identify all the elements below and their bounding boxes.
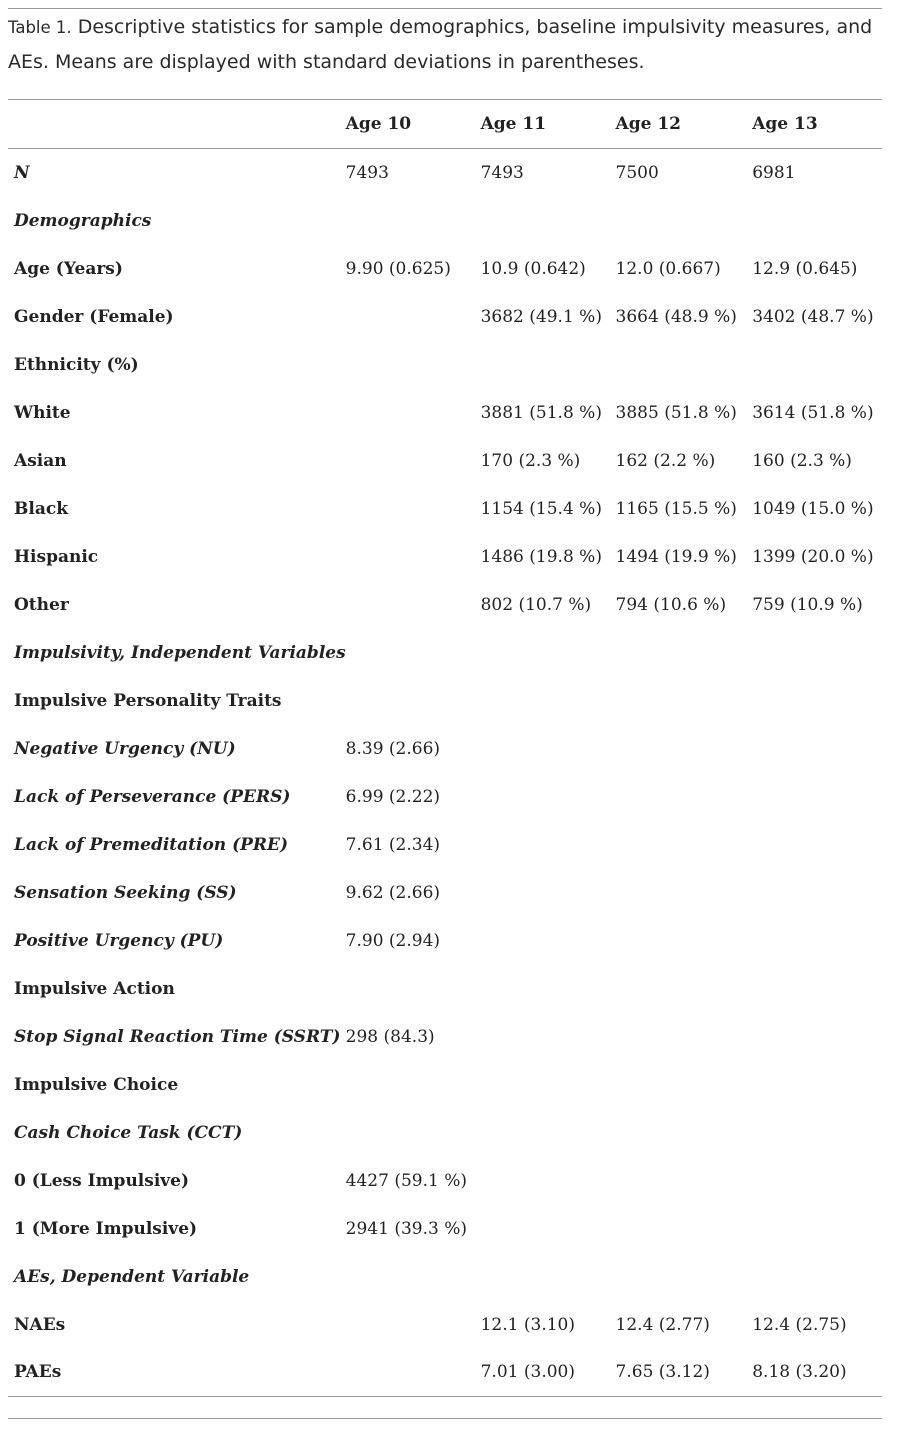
table-cell-age-12: 3664 (48.9 %) — [615, 306, 737, 327]
table-row — [8, 149, 882, 197]
table-cell-age-12: 1165 (15.5 %) — [615, 498, 737, 519]
table-cell-age-11: 3881 (51.8 %) — [480, 402, 602, 423]
top-rule — [8, 8, 882, 9]
table-cell-age-10 — [346, 341, 481, 389]
row-label: AEs, Dependent Variable — [14, 1266, 250, 1287]
table-cell-age-12 — [616, 677, 753, 725]
row-label: Sensation Seeking (SS) — [14, 882, 237, 903]
table-cell-age-13 — [752, 965, 882, 1013]
table-cell-age-12 — [616, 1061, 753, 1109]
row-label: White — [14, 402, 71, 423]
table-cell-age-12 — [616, 1205, 753, 1253]
table-cell-age-11 — [481, 1013, 616, 1061]
table-cell-age-13 — [752, 1157, 882, 1205]
table-cell-age-11 — [481, 1157, 616, 1205]
table-cell-age-12: 162 (2.2 %) — [615, 450, 716, 471]
table-cell-age-11 — [481, 677, 616, 725]
row-label: Impulsive Choice — [14, 1074, 179, 1095]
header-cell-label — [8, 100, 346, 149]
table-cell-age-13 — [752, 1061, 882, 1109]
table-cell-age-10 — [346, 629, 481, 677]
table-row — [8, 725, 882, 773]
table-cell-age-11: 1486 (19.8 %) — [480, 546, 602, 567]
table-cell-age-10 — [346, 1061, 481, 1109]
table-cell-age-12: 794 (10.6 %) — [615, 594, 727, 615]
table-row — [8, 533, 882, 581]
table-row — [8, 677, 882, 725]
table-cell-age-11: 10.9 (0.642) — [480, 258, 586, 279]
table-cell-age-10 — [346, 1301, 481, 1349]
table-cell-age-13: 3402 (48.7 %) — [752, 306, 874, 327]
table-row — [8, 821, 882, 869]
table-row — [8, 1301, 882, 1349]
row-label: NAEs — [14, 1314, 66, 1335]
table-cell-age-12 — [616, 197, 753, 245]
table-cell-age-11 — [481, 629, 616, 677]
table-cell-age-11 — [481, 773, 616, 821]
table-cell-age-13: 6981 — [752, 162, 796, 183]
table-cell-age-10 — [346, 1253, 481, 1301]
table-cell-age-10: 7.90 (2.94) — [345, 930, 441, 951]
table-row — [8, 293, 882, 341]
table-cell-age-11 — [481, 869, 616, 917]
row-label: Ethnicity (%) — [14, 354, 139, 375]
table-row — [8, 437, 882, 485]
table-cell-age-12: 1494 (19.9 %) — [615, 546, 737, 567]
table-cell-age-13: 759 (10.9 %) — [752, 594, 863, 615]
table-row — [8, 1109, 882, 1157]
table-cell-age-13 — [752, 725, 882, 773]
table-cell-age-11 — [481, 1253, 616, 1301]
table-cell-age-11: 7493 — [480, 162, 524, 183]
table-cell-age-13 — [752, 821, 882, 869]
table-row — [8, 1013, 882, 1061]
table-row — [8, 917, 882, 965]
table-cell-age-12 — [616, 1157, 753, 1205]
table-cell-age-10: 9.62 (2.66) — [345, 882, 441, 903]
table-cell-age-11 — [481, 821, 616, 869]
table-cell-age-10 — [346, 1349, 481, 1397]
table-cell-age-11 — [481, 917, 616, 965]
row-label: Impulsivity, Independent Variables — [14, 642, 346, 663]
table-row — [8, 341, 882, 389]
row-label: Hispanic — [14, 546, 99, 567]
table-cell-age-12 — [616, 773, 753, 821]
table-row — [8, 1253, 882, 1301]
table-cell-age-10 — [346, 965, 481, 1013]
header-cell-age-12: Age 12 — [615, 114, 682, 134]
row-label: Impulsive Action — [14, 978, 175, 999]
table-cell-age-12: 7500 — [615, 162, 659, 183]
row-label: Age (Years) — [14, 258, 123, 279]
table-cell-age-12 — [616, 821, 753, 869]
table-cell-age-12 — [616, 965, 753, 1013]
row-label: 0 (Less Impulsive) — [14, 1170, 190, 1191]
table-cell-age-11 — [481, 965, 616, 1013]
table-cell-age-12 — [616, 1013, 753, 1061]
table-cell-age-10: 7.61 (2.34) — [345, 834, 441, 855]
table-row — [8, 197, 882, 245]
table-cell-age-13 — [752, 341, 882, 389]
table-cell-age-10: 9.90 (0.625) — [345, 258, 451, 279]
table-cell-age-13 — [752, 629, 882, 677]
table-cell-age-11: 3682 (49.1 %) — [480, 306, 602, 327]
row-label: Cash Choice Task (CCT) — [14, 1122, 243, 1143]
table-cell-age-11 — [481, 197, 616, 245]
table-cell-age-13 — [752, 1109, 882, 1157]
table-cell-age-10: 4427 (59.1 %) — [345, 1170, 468, 1191]
row-label: Other — [14, 594, 69, 615]
table-row — [8, 869, 882, 917]
row-label: N — [14, 162, 30, 183]
table-caption-label: Table 1. — [8, 18, 72, 37]
table-row — [8, 485, 882, 533]
table-caption-text: Descriptive statistics for sample demographics, baseline impulsivity measures, and AEs. Means are displayed with standard deviations in parentheses. — [8, 16, 873, 73]
table-cell-age-11: 170 (2.3 %) — [480, 450, 581, 471]
table-cell-age-10: 298 (84.3) — [345, 1026, 435, 1047]
table-cell-age-11: 7.01 (3.00) — [480, 1362, 575, 1383]
table-cell-age-13: 8.18 (3.20) — [752, 1362, 847, 1383]
table-cell-age-10: 8.39 (2.66) — [345, 738, 441, 759]
row-label: 1 (More Impulsive) — [14, 1218, 198, 1239]
table-cell-age-13: 3614 (51.8 %) — [752, 402, 874, 423]
table-cell-age-13 — [752, 1013, 882, 1061]
table-cell-age-11: 12.1 (3.10) — [480, 1314, 575, 1335]
table-row — [8, 1349, 882, 1397]
table-cell-age-13: 12.4 (2.75) — [752, 1314, 847, 1335]
row-label: Black — [14, 498, 68, 519]
table-row — [8, 773, 882, 821]
table-body — [8, 149, 882, 1397]
table-row — [8, 245, 882, 293]
table-cell-age-13: 1049 (15.0 %) — [752, 498, 874, 519]
table-cell-age-10 — [346, 437, 481, 485]
table-cell-age-11 — [481, 725, 616, 773]
table-cell-age-10 — [346, 293, 481, 341]
table-cell-age-12 — [616, 341, 753, 389]
table-cell-age-12 — [616, 917, 753, 965]
table-cell-age-12: 12.0 (0.667) — [615, 258, 721, 279]
table-cell-age-13 — [752, 773, 882, 821]
row-label: Gender (Female) — [14, 306, 174, 327]
table-cell-age-13 — [752, 917, 882, 965]
bottom-rule — [8, 1418, 882, 1419]
table-cell-age-11: 1154 (15.4 %) — [480, 498, 602, 519]
table-cell-age-13 — [752, 677, 882, 725]
row-label: Stop Signal Reaction Time (SSRT) — [14, 1026, 341, 1047]
table-cell-age-10 — [346, 581, 481, 629]
table-cell-age-12 — [616, 725, 753, 773]
table-cell-age-11: 802 (10.7 %) — [480, 594, 592, 615]
row-label: PAEs — [14, 1362, 62, 1383]
table-cell-age-12 — [616, 629, 753, 677]
table-cell-age-11 — [481, 341, 616, 389]
table-cell-age-11 — [481, 1205, 616, 1253]
header-cell-age-10: Age 10 — [345, 114, 412, 134]
table-cell-age-12 — [616, 1109, 753, 1157]
table-cell-age-10: 6.99 (2.22) — [345, 786, 441, 807]
table-row — [8, 1061, 882, 1109]
table-row — [8, 629, 882, 677]
table-cell-age-10: 7493 — [345, 162, 389, 183]
table-cell-age-10 — [346, 197, 481, 245]
table-cell-age-10 — [346, 677, 481, 725]
table-row — [8, 581, 882, 629]
row-label: Demographics — [14, 210, 152, 231]
table-cell-age-11 — [481, 1061, 616, 1109]
header-cell-age-13: Age 13 — [752, 114, 818, 134]
table-cell-age-10: 2941 (39.3 %) — [345, 1218, 468, 1239]
row-label: Negative Urgency (NU) — [14, 738, 236, 759]
table-cell-age-12: 12.4 (2.77) — [615, 1314, 710, 1335]
row-label: Asian — [14, 450, 67, 471]
table-cell-age-13 — [752, 1253, 882, 1301]
table-cell-age-10 — [346, 533, 481, 581]
row-label: Lack of Premeditation (PRE) — [14, 834, 289, 855]
row-label: Positive Urgency (PU) — [14, 930, 224, 951]
table-cell-age-13 — [752, 869, 882, 917]
table-cell-age-12: 7.65 (3.12) — [615, 1362, 710, 1383]
table-cell-age-13: 160 (2.3 %) — [752, 450, 852, 471]
table-cell-age-10 — [346, 1109, 481, 1157]
table-row — [8, 965, 882, 1013]
table-row — [8, 389, 882, 437]
table-cell-age-10 — [346, 389, 481, 437]
row-label: Impulsive Personality Traits — [14, 690, 282, 711]
header-row — [8, 100, 882, 149]
table-cell-age-12 — [616, 869, 753, 917]
table-cell-age-10 — [346, 485, 481, 533]
descriptive-statistics-table — [8, 99, 882, 1397]
table-cell-age-11 — [481, 1109, 616, 1157]
table-cell-age-12: 3885 (51.8 %) — [615, 402, 737, 423]
table-row — [8, 1205, 882, 1253]
header-cell-age-11: Age 11 — [480, 114, 547, 134]
row-label: Lack of Perseverance (PERS) — [14, 786, 291, 807]
table-cell-age-12 — [616, 1253, 753, 1301]
table-row — [8, 1157, 882, 1205]
table-cell-age-13 — [752, 1205, 882, 1253]
table-caption — [8, 10, 878, 80]
table-cell-age-13: 1399 (20.0 %) — [752, 546, 874, 567]
table-cell-age-13 — [752, 197, 882, 245]
table-cell-age-13: 12.9 (0.645) — [752, 258, 858, 279]
